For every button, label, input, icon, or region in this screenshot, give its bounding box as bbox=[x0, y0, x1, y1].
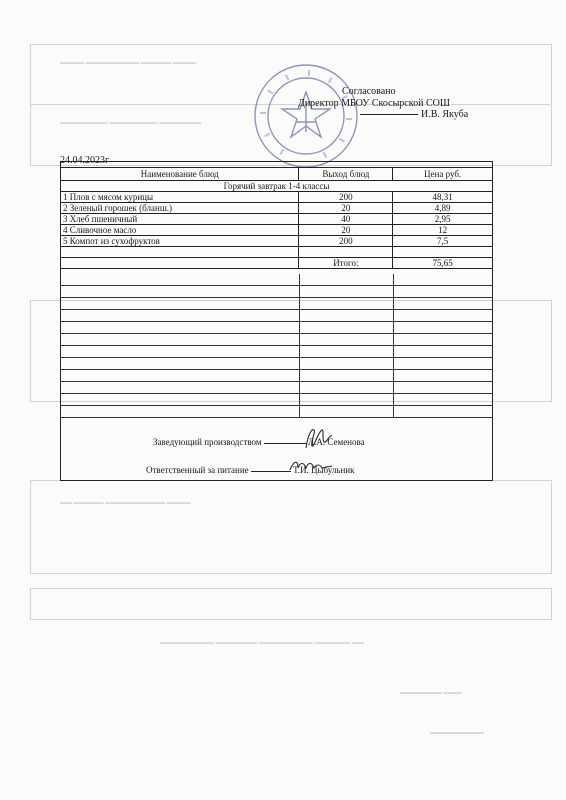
dish-price: 2,95 bbox=[393, 214, 493, 225]
ghost-text: ▬▬ ▬▬▬▬▬▬ ▬▬▬▬▬▬▬▬▬ ▬▬▬▬▬▬▬ ▬▬▬▬▬▬▬▬▬ bbox=[160, 640, 364, 646]
ghost-text: ▬▬▬ ▬▬▬▬▬▬▬ bbox=[400, 690, 462, 696]
ghost-table bbox=[30, 588, 552, 620]
production-name: Л.А. Семенова bbox=[308, 437, 365, 447]
empty-row bbox=[60, 394, 493, 406]
empty-row bbox=[60, 406, 493, 418]
dish-price: 12 bbox=[393, 225, 493, 236]
signature-blank bbox=[251, 471, 291, 472]
dish-yield: 40 bbox=[299, 214, 393, 225]
nutrition-name: Т.И. Цыбульник bbox=[293, 465, 355, 475]
empty-row bbox=[60, 322, 493, 334]
handwritten-signature bbox=[298, 424, 338, 452]
table-row bbox=[61, 225, 493, 236]
total-value: 75,65 bbox=[393, 258, 493, 269]
menu-section-row bbox=[61, 181, 493, 192]
approval-heading: Согласовано bbox=[342, 86, 396, 97]
approval-signer-name: И.В. Якуба bbox=[421, 109, 469, 120]
ghost-table bbox=[30, 480, 552, 574]
empty-row bbox=[60, 286, 493, 298]
production-role: Заведующий производством bbox=[153, 437, 262, 447]
dish-yield: 20 bbox=[299, 225, 393, 236]
document-date: 24.04.2023г bbox=[60, 155, 110, 166]
ghost-text: ▬▬▬▬▬▬▬ ▬▬▬▬▬▬▬▬ ▬▬▬▬▬▬▬▬ bbox=[60, 120, 201, 126]
table-row bbox=[61, 203, 493, 214]
dish-name: 5 Компот из сухофруктов bbox=[61, 236, 299, 247]
signature-blank bbox=[360, 114, 418, 115]
ghost-text: ▬▬▬▬ ▬▬▬▬▬ ▬▬▬▬▬▬▬▬▬ ▬▬▬▬ bbox=[60, 60, 197, 66]
approval-signature-line bbox=[298, 109, 468, 121]
empty-row bbox=[60, 358, 493, 370]
empty-row bbox=[60, 382, 493, 394]
empty-row bbox=[60, 346, 493, 358]
table-row bbox=[61, 192, 493, 203]
total-row bbox=[61, 258, 493, 269]
empty-row bbox=[60, 370, 493, 382]
dish-price: 48,31 bbox=[393, 192, 493, 203]
col-header-dish: Наименование блюд bbox=[61, 168, 299, 181]
menu-header-row bbox=[61, 168, 493, 181]
table-row bbox=[61, 236, 493, 247]
dish-name: 4 Сливочное масло bbox=[61, 225, 299, 236]
total-label: Итого: bbox=[299, 258, 393, 269]
menu-table bbox=[60, 167, 493, 269]
empty-row bbox=[60, 334, 493, 346]
dish-yield: 200 bbox=[299, 236, 393, 247]
dish-name: 2 Зеленый горошек (бланш.) bbox=[61, 203, 299, 214]
approval-position: Директор МБОУ Скосырской СОШ bbox=[298, 97, 450, 109]
approval-block bbox=[298, 86, 468, 121]
dish-name: 1 Плов с мясом курицы bbox=[61, 192, 299, 203]
ghost-text: ▬▬▬▬▬▬▬▬▬ bbox=[430, 730, 484, 736]
empty-rows bbox=[60, 274, 493, 418]
table-row bbox=[61, 214, 493, 225]
empty-row bbox=[60, 298, 493, 310]
handwritten-signature bbox=[286, 456, 336, 476]
ghost-text: ▬▬▬▬ ▬▬▬▬▬▬▬▬▬▬ ▬▬▬▬▬ ▬▬ bbox=[60, 500, 191, 506]
table-row-empty bbox=[61, 247, 493, 258]
nutrition-role: Ответственный за питание bbox=[146, 465, 249, 475]
dish-price: 7,5 bbox=[393, 236, 493, 247]
empty-row bbox=[60, 274, 493, 286]
col-header-yield: Выход блюд bbox=[299, 168, 393, 181]
col-header-price: Цена руб. bbox=[393, 168, 493, 181]
dish-yield: 200 bbox=[299, 192, 393, 203]
dish-yield: 20 bbox=[299, 203, 393, 214]
empty-row bbox=[60, 310, 493, 322]
dish-price: 4,89 bbox=[393, 203, 493, 214]
menu-section-title: Горячий завтрак 1-4 классы bbox=[61, 181, 493, 192]
dish-name: 3 Хлеб пшеничный bbox=[61, 214, 299, 225]
